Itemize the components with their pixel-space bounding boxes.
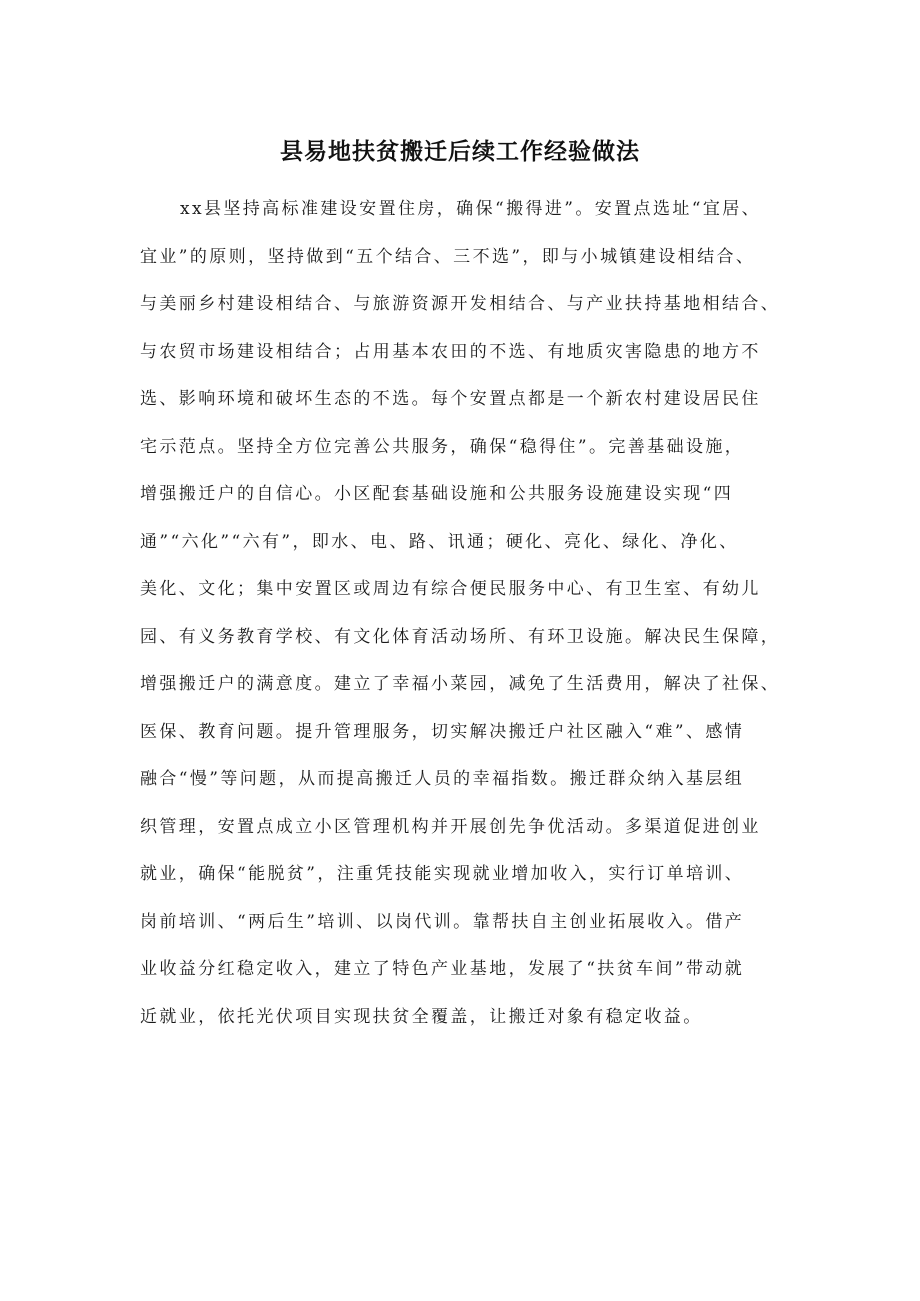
paragraph-line: 通”“六化”“六有”，即水、电、路、讯通；硬化、亮化、绿化、净化、 [140,531,739,552]
paragraph-line: 与农贸市场建设相结合；占用基本农田的不选、有地质灾害隐患的地方不 [140,341,761,362]
paragraph-line: 增强搬迁户的满意度。建立了幸福小菜园，减免了生活费用，解决了社保、 [140,674,781,694]
paragraph-line: 近就业，依托光伏项目实现扶贫全覆盖，让搬迁对象有稳定收益。 [140,1006,703,1027]
paragraph-line: 美化、文化；集中安置区或周边有综合便民服务中心、有卫生室、有幼儿 [140,579,761,599]
paragraph-line: 融合“慢”等问题，从而提高搬迁人员的幸福指数。搬迁群众纳入基层组 [140,769,745,789]
paragraph-line: 织管理，安置点成立小区管理机构并开展创先争优活动。多渠道促进创业 [140,816,761,837]
paragraph-line: 岗前培训、“两后生”培训、以岗代训。靠帮扶自主创业拓展收入。借产 [140,911,745,932]
paragraph-line: 增强搬迁户的自信心。小区配套基础设施和公共服务设施建设实现“四 [140,484,734,504]
document-title: 县易地扶贫搬迁后续工作经验做法 [280,139,640,165]
paragraph-line: 选、影响环境和破坏生态的不选。每个安置点都是一个新农村建设居民住 [140,389,761,409]
paragraph-line: 业收益分红稳定收入，建立了特色产业基地，发展了“扶贫车间”带动就 [140,959,745,979]
paragraph-line: 宅示范点。坚持全方位完善公共服务，确保“稳得住”。完善基础设施， [140,436,745,457]
document-body [140,195,790,1050]
paragraph-line: 就业，确保“能脱贫”，注重凭技能实现就业增加收入，实行订单培训、 [140,864,745,884]
paragraph-line: xx县坚持高标准建设安置住房，确保“搬得进”。安置点选址“宜居、 [180,199,762,219]
paragraph-line: 园、有义务教育学校、有文化体育活动场所、有环卫设施。解决民生保障， [140,626,781,647]
paragraph-line: 宜业”的原则，坚持做到“五个结合、三不选”，即与小城镇建设相结合、 [140,246,756,267]
paragraph-line: 医保、教育问题。提升管理服务，切实解决搬迁户社区融入“难”、感情 [140,721,745,742]
paragraph-line: 与美丽乡村建设相结合、与旅游资源开发相结合、与产业扶持基地相结合、 [140,294,781,314]
